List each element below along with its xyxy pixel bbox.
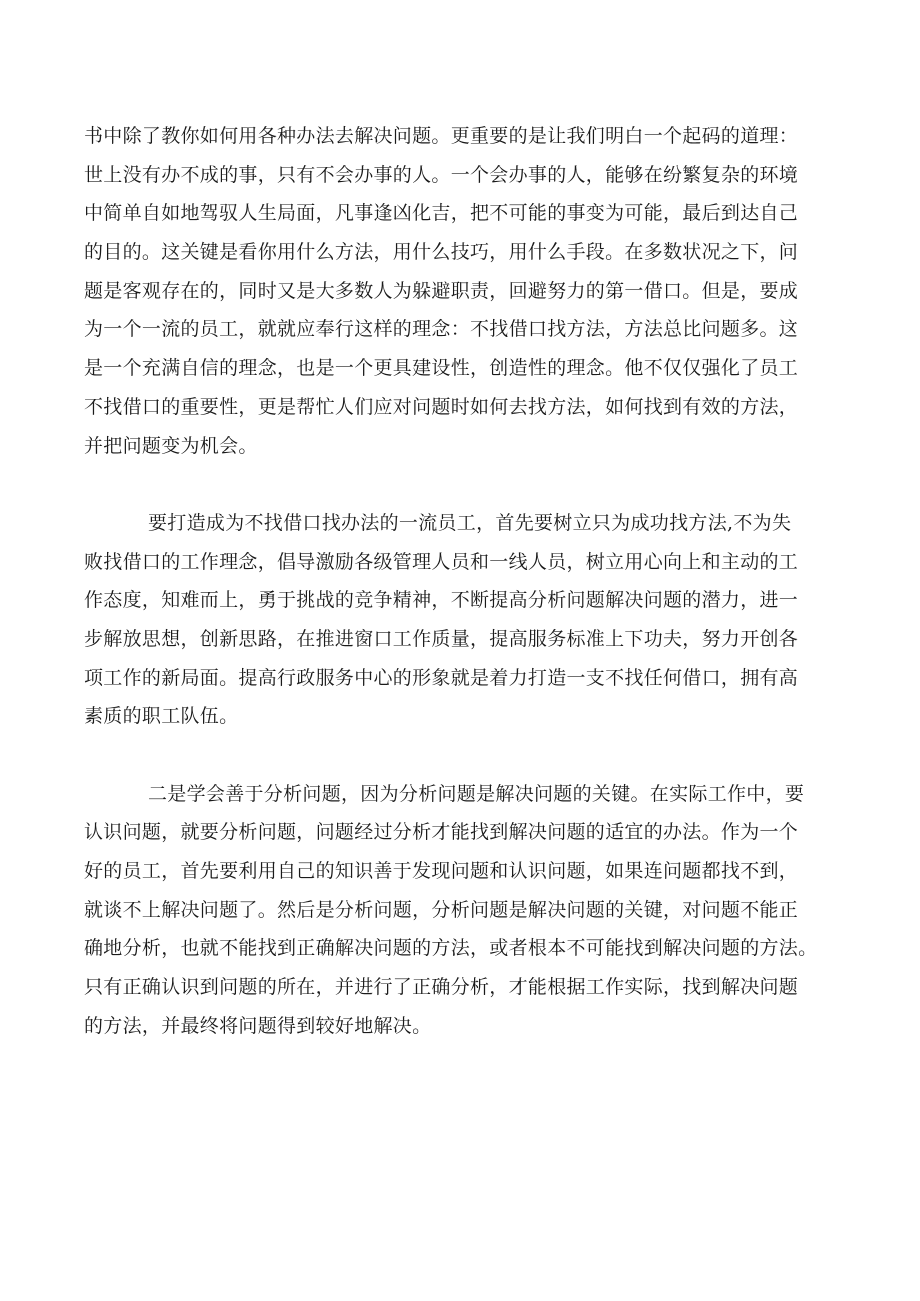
text-line: 认识问题，就要分析问题，问题经过分析才能找到解决问题的适宜的办法。作为一个: [84, 821, 799, 844]
text-line: 作态度，知难而上，勇于挑战的竞争精神，不断提高分析问题解决问题的潜力，进一: [84, 589, 799, 612]
document-body: [84, 117, 844, 1046]
text-line: 要打造成为不找借口找办法的一流员工，首先要树立只为成功找方法,不为失: [148, 511, 792, 534]
text-line: 败找借口的工作理念，倡导激励各级管理人员和一线人员，树立用心向上和主动的工: [84, 550, 799, 573]
text-line: 就谈不上解决问题了。然后是分析问题，分析问题是解决问题的关键，对问题不能正: [84, 898, 799, 921]
text-line: 步解放思想，创新思路，在推进窗口工作质量，提高服务标准上下功夫，努力开创各: [84, 627, 799, 650]
text-line: 书中除了教你如何用各种办法去解决问题。更重要的是让我们明白一个起码的道理：: [84, 125, 799, 147]
paragraph-1: [84, 117, 844, 465]
text-line: 只有正确认识到问题的所在，并进行了正确分析，才能根据工作实际，找到解决问题: [84, 976, 799, 999]
text-line: 题是客观存在的，同时又是大多数人为躲避职责，回避努力的第一借口。但是，要成: [84, 279, 799, 302]
text-line: 并把问题变为机会。: [84, 434, 258, 457]
paragraph-spacer: [84, 465, 844, 504]
text-line: 确地分析，也就不能找到正确解决问题的方法，或者根本不可能找到解决问题的方法。: [84, 937, 818, 960]
paragraph-spacer: [84, 736, 844, 775]
text-line: 是一个充满自信的理念，也是一个更具建设性，创造性的理念。他不仅仅强化了员工: [84, 357, 799, 380]
text-line: 好的员工，首先要利用自己的知识善于发现问题和认识问题，如果连问题都找不到，: [84, 860, 799, 883]
text-line: 中简单自如地驾驭人生局面，凡事逢凶化吉，把不可能的事变为可能，最后到达自己: [84, 202, 799, 225]
paragraph-3: [84, 775, 844, 1046]
text-line: 为一个一流的员工，就就应奉行这样的理念：不找借口找方法，方法总比问题多。这: [84, 318, 799, 341]
text-line: 的目的。这关键是看你用什么方法，用什么技巧，用什么手段。在多数状况之下，问: [84, 241, 799, 264]
text-line: 世上没有办不成的事，只有不会办事的人。一个会办事的人，能够在纷繁复杂的环境: [84, 163, 799, 186]
text-line: 项工作的新局面。提高行政服务中心的形象就是着力打造一支不找任何借口，拥有高: [84, 666, 799, 689]
text-line: 不找借口的重要性，更是帮忙人们应对问题时如何去找方法，如何找到有效的方法，: [84, 395, 799, 418]
text-line: 素质的职工队伍。: [84, 705, 239, 728]
text-line: 的方法，并最终将问题得到较好地解决。: [84, 1014, 432, 1037]
text-line: 二是学会善于分析问题，因为分析问题是解决问题的关键。在实际工作中，要: [148, 782, 805, 805]
paragraph-2: [84, 504, 844, 736]
